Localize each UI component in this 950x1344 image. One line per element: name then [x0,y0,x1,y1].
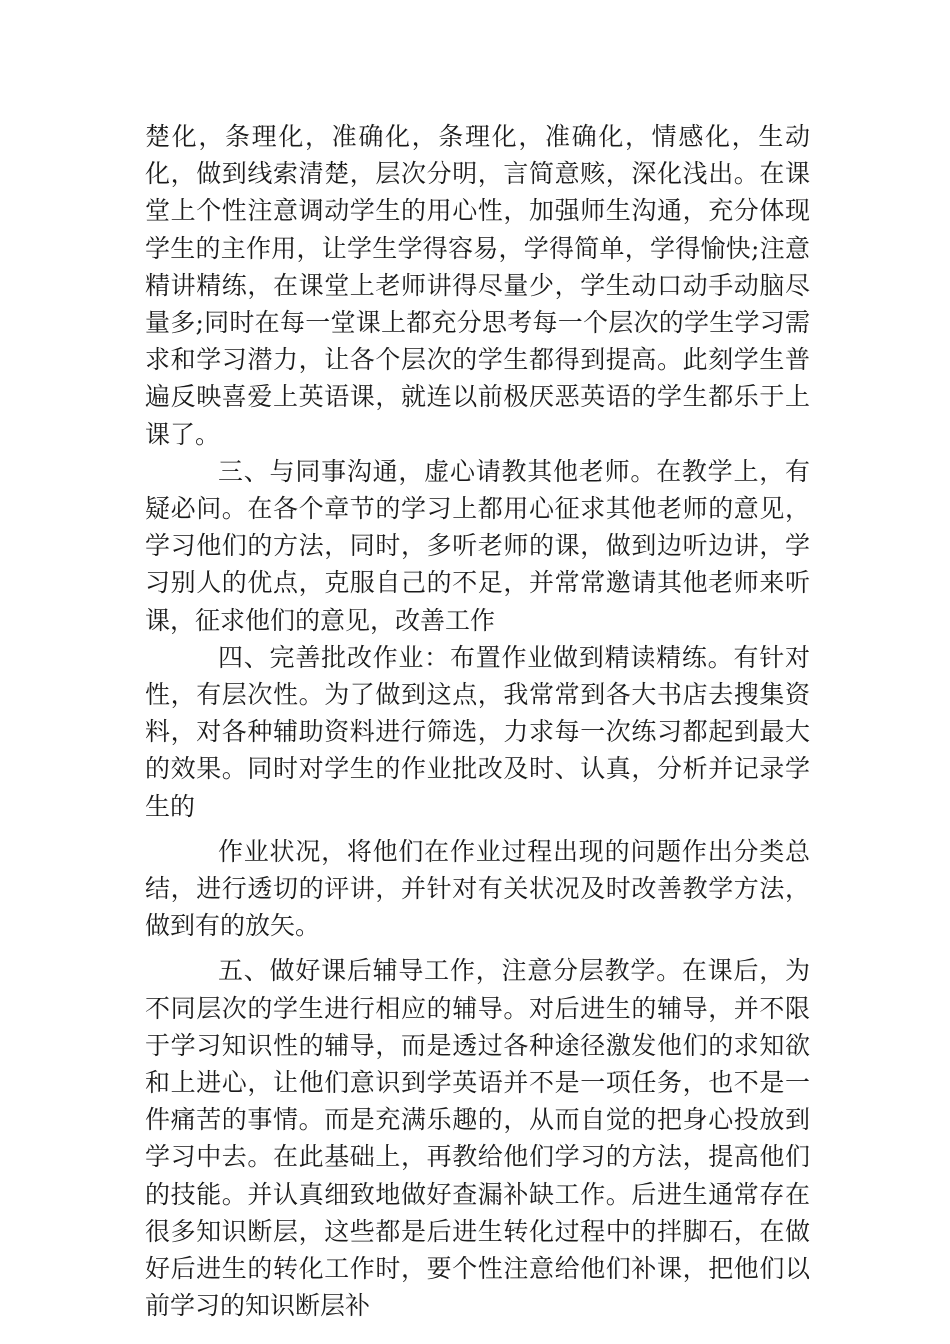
paragraph-continuation: 楚化，条理化，准确化，条理化，准确化，情感化，生动化，做到线索清楚，层次分明，言简意赅，深化浅出。在课堂上个性注意调动学生的用心性，加强师生沟通，充分体现学生的主作用，让学生学得容易，学得简单，学得愉快;注意精讲精练，在课堂上老师讲得尽量少，学生动口动手动脑尽量多;同时在每一堂课上都充分思考每一个层次的学生学习需求和学习潜力，让各个层次的学生都得到提高。此刻学生普遍反映喜爱上英语课，就连以前极厌恶英语的学生都乐于上课了。 [145,122,810,449]
paragraph-section-5: 五、做好课后辅导工作，注意分层教学。在课后，为不同层次的学生进行相应的辅导。对后进生的辅导，并不限于学习知识性的辅导，而是透过各种途径激发他们的求知欲和上进心，让他们意识到学英语并不是一项任务，也不是一件痛苦的事情。而是充满乐趣的，从而自觉的把身心投放到学习中去。在此基础上，再教给他们学习的方法，提高他们的技能。并认真细致地做好查漏补缺工作。后进生通常存在很多知识断层，这些都是后进生转化过程中的拌脚石，在做好后进生的转化工作时，要个性注意给他们补课，把他们以前学习的知识断层补 [145,956,810,1321]
document-body [145,118,810,1325]
paragraph-section-4: 四、完善批改作业：布置作业做到精读精练。有针对性，有层次性。为了做到这点，我常常到各大书店去搜集资料，对各种辅助资料进行筛选，力求每一次练习都起到最大的效果。同时对学生的作业批改及时、认真，分析并记录学生的 [145,642,810,821]
paragraph-section-3: 三、与同事沟通，虚心请教其他老师。在教学上，有疑必问。在各个章节的学习上都用心征求其他老师的意见，学习他们的方法，同时，多听老师的课，做到边听边讲，学习别人的优点，克服自己的不足，并常常邀请其他老师来听课，征求他们的意见，改善工作 [145,456,810,635]
paragraph-section-4-continued: 作业状况，将他们在作业过程出现的问题作出分类总结，进行透切的评讲，并针对有关状况及时改善教学方法，做到有的放矢。 [145,836,810,941]
